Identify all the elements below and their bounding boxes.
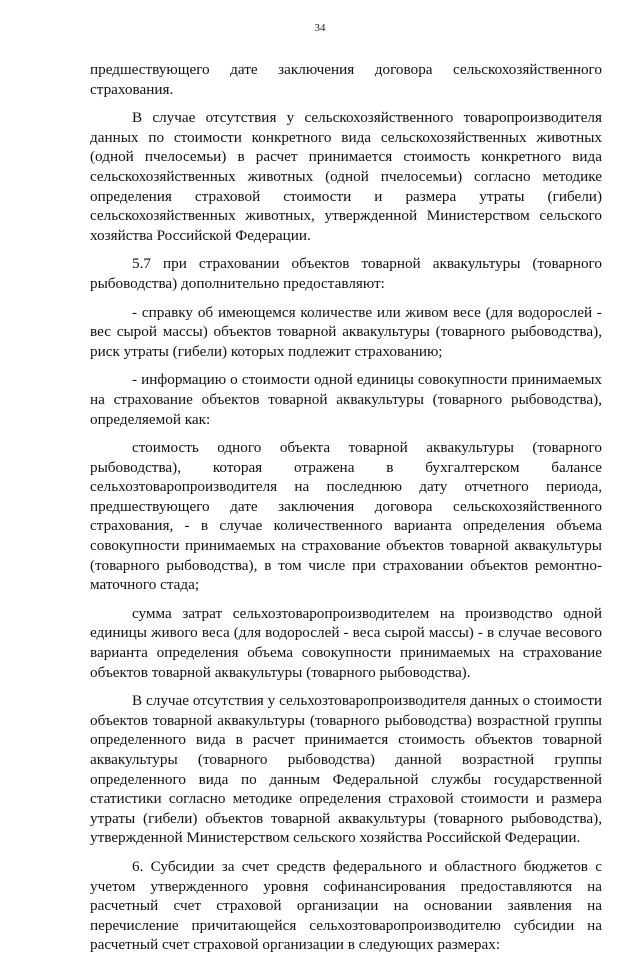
paragraph-production-cost: сумма затрат сельхозтоваропроизводителем на производство одной единицы живого веса (для водорослей - веса сырой массы) - в случае весового варианта определения объема совокупности принимаемых на страхование объектов товарной аквакультуры (товарного рыбоводства). xyxy=(90,604,602,681)
paragraph-unit-cost: стоимость одного объекта товарной аквакультуры (товарного рыбоводства), которая отражена в бухгалтерском балансе сельхозтоваропроизводителя на последнюю дату отчетного периода, предшествующего дате заключения договора сельскохозяйственного страхования, - в случае количественного варианта определения объема совокупности принимаемых на страхование объектов товарной аквакультуры (товарного рыбоводства), в том числе при страховании объектов ремонтно-маточного стада; xyxy=(90,439,602,594)
paragraph-5-7: 5.7 при страховании объектов товарной аквакультуры (товарного рыбоводства) дополнительно предоставляют: xyxy=(90,255,602,292)
paragraph-continuation: предшествующего дате заключения договора сельскохозяйственного страхования. xyxy=(90,61,602,98)
paragraph-livestock-cost: В случае отсутствия у сельскохозяйственного товаропроизводителя данных по стоимости конкретного вида сельскохозяйственных животных (одной пчелосемьи) в расчет принимается стоимость конкретного вида сельскохозяйственных животных (одной пчелосемьи) согласно методике определения страховой стоимости и размера утраты (гибели) сельскохозяйственных животных, утвержденной Министерством сельского хозяйства Российской Федерации. xyxy=(90,109,602,244)
paragraph-6-subsidies: 6. Субсидии за счет средств федерального и областного бюджетов с учетом утвержденного уровня софинансирования предоставляются на расчетный счет страховой организации на основании заявления на перечисление причитающейся сельхозтоваропроизводителю субсидии на расчетный счет страховой организации в следующих размерах: xyxy=(90,857,602,954)
list-item-cost-info: - информацию о стоимости одной единицы совокупности принимаемых на страхование объектов товарной аквакультуры (товарного рыбоводства), определяемой как: xyxy=(90,371,602,428)
document-body xyxy=(90,60,602,964)
list-item-certificate: - справку об имеющемся количестве или живом весе (для водорослей - вес сырой массы) объектов товарной аквакультуры (товарного рыбоводства), риск утраты (гибели) которых подлежит страхованию; xyxy=(90,303,602,360)
page-number: 34 xyxy=(314,22,326,34)
paragraph-no-data: В случае отсутствия у сельхозтоваропроизводителя данных о стоимости объектов товарной аквакультуры (товарного рыбоводства) возрастной группы определенного вида в расчет принимается стоимость объектов товарной аквакультуры (товарного рыбоводства) данной возрастной группы определенного вида по данным Федеральной службы государственной статистики согласно методике определения страховой стоимости и размера утраты (гибели) объектов товарной аквакультуры (товарного рыбоводства), утвержденной Министерством сельского хозяйства Российской Федерации. xyxy=(90,692,602,847)
